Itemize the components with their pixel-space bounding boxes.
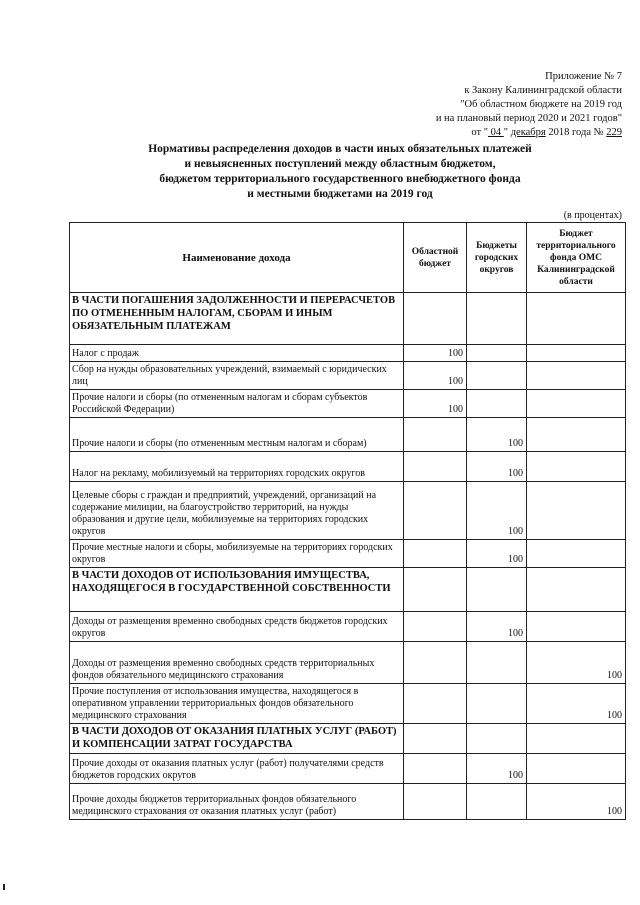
cell-name: Прочие доходы от оказания платных услуг (работ) получателями средств бюджетов городских округов	[70, 754, 404, 784]
cell-name: Налог с продаж	[70, 345, 404, 362]
cell-city: 100	[467, 540, 527, 568]
cell-regional	[404, 568, 467, 612]
cell-oms: 100	[527, 642, 626, 684]
document-title	[80, 142, 600, 202]
cell-oms	[527, 362, 626, 390]
col-header-regional: Областной бюджет	[404, 223, 467, 293]
law-title-line1: "Об областном бюджете на 2019 год	[460, 99, 622, 110]
cell-oms	[527, 452, 626, 482]
cell-city	[467, 345, 527, 362]
cell-city: 100	[467, 482, 527, 540]
cell-regional: 100	[404, 345, 467, 362]
distribution-table	[69, 222, 626, 820]
cell-oms	[527, 482, 626, 540]
cell-oms	[527, 418, 626, 452]
table-row	[70, 362, 626, 390]
cell-oms: 100	[527, 684, 626, 724]
cell-regional	[404, 684, 467, 724]
title-line4: и местными бюджетами на 2019 год	[247, 188, 433, 200]
table-row	[70, 540, 626, 568]
table-row	[70, 482, 626, 540]
cell-city	[467, 362, 527, 390]
table-row	[70, 754, 626, 784]
table-row	[70, 612, 626, 642]
cell-oms	[527, 390, 626, 418]
appendix-number: Приложение № 7	[545, 71, 622, 82]
title-line2: и невыясненных поступлений между областным бюджетом,	[184, 158, 496, 170]
cell-regional	[404, 724, 467, 754]
cell-regional	[404, 784, 467, 820]
cell-name: Прочие доходы бюджетов территориальных фондов обязательного медицинского страхования от оказания платных услуг (работ)	[70, 784, 404, 820]
cell-oms	[527, 345, 626, 362]
cell-oms	[527, 612, 626, 642]
cell-name: Прочие налоги и сборы (по отмененным налогам и сборам субъектов Российской Федерации)	[70, 390, 404, 418]
cell-name: Прочие поступления от использования имущества, находящегося в оперативном управлении территориальных фондов обязательного медицинского страхования	[70, 684, 404, 724]
table-row	[70, 390, 626, 418]
cell-name: Доходы от размещения временно свободных средств бюджетов городских округов	[70, 612, 404, 642]
cell-name: В ЧАСТИ ДОХОДОВ ОТ ИСПОЛЬЗОВАНИЯ ИМУЩЕСТВА, НАХОДЯЩЕГОСЯ В ГОСУДАРСТВЕННОЙ СОБСТВЕННОСТИ	[70, 568, 404, 612]
law-date-line	[322, 126, 622, 140]
cell-city	[467, 568, 527, 612]
cell-name: Сбор на нужды образовательных учреждений, взимаемый с юридических лиц	[70, 362, 404, 390]
title-line1: Нормативы распределения доходов в части иных обязательных платежей	[148, 143, 532, 155]
section-row	[70, 293, 626, 345]
cell-city: 100	[467, 612, 527, 642]
cell-regional	[404, 754, 467, 784]
col-header-oms: Бюджет территориального фонда ОМС Калининградской области	[527, 223, 626, 293]
cell-name: Прочие налоги и сборы (по отмененным местным налогам и сборам)	[70, 418, 404, 452]
cell-regional	[404, 612, 467, 642]
cell-oms	[527, 724, 626, 754]
law-number: 229	[606, 127, 622, 138]
col-header-name: Наименование дохода	[70, 223, 404, 293]
table-row	[70, 642, 626, 684]
cell-regional	[404, 540, 467, 568]
cell-city	[467, 293, 527, 345]
cell-city: 100	[467, 418, 527, 452]
table-row	[70, 784, 626, 820]
cell-oms	[527, 754, 626, 784]
cell-city: 100	[467, 452, 527, 482]
date-month: декабря	[510, 127, 546, 138]
table-row	[70, 418, 626, 452]
cell-regional	[404, 642, 467, 684]
cell-regional	[404, 293, 467, 345]
cell-city	[467, 642, 527, 684]
cell-oms	[527, 568, 626, 612]
table-row	[70, 345, 626, 362]
col-header-city: Бюджеты городских округов	[467, 223, 527, 293]
cell-regional	[404, 418, 467, 452]
section-row	[70, 724, 626, 754]
cell-regional	[404, 452, 467, 482]
table-header-row	[70, 223, 626, 293]
cell-oms	[527, 540, 626, 568]
section-row	[70, 568, 626, 612]
date-year: 2018 года №	[545, 127, 607, 138]
cell-name: Целевые сборы с граждан и предприятий, учреждений, организаций на содержание милиции, на благоустройство территорий, на нужды образования и другие цели, мобилизуемые на территориях городских округов	[70, 482, 404, 540]
cell-name: В ЧАСТИ ПОГАШЕНИЯ ЗАДОЛЖЕННОСТИ И ПЕРЕРАСЧЕТОВ ПО ОТМЕНЕННЫМ НАЛОГАМ, СБОРАМ И ИНЫМ ОБЯЗАТЕЛЬНЫМ ПЛАТЕЖАМ	[70, 293, 404, 345]
cell-regional: 100	[404, 362, 467, 390]
cell-oms: 100	[527, 784, 626, 820]
cell-name: Доходы от размещения временно свободных средств территориальных фондов обязательного медицинского страхования	[70, 642, 404, 684]
cell-name: Налог на рекламу, мобилизуемый на территориях городских округов	[70, 452, 404, 482]
scan-margin-mark	[3, 884, 5, 890]
date-day: 04	[488, 127, 504, 138]
law-title-line2: и на плановый период 2020 и 2021 годов"	[435, 113, 622, 124]
date-month-prefix: "	[503, 127, 511, 138]
table-row	[70, 452, 626, 482]
document-header	[322, 70, 622, 140]
unit-note: (в процентах)	[563, 210, 622, 221]
date-prefix: от "	[471, 127, 489, 138]
table-row	[70, 684, 626, 724]
cell-regional: 100	[404, 390, 467, 418]
cell-name: В ЧАСТИ ДОХОДОВ ОТ ОКАЗАНИЯ ПЛАТНЫХ УСЛУГ (РАБОТ) И КОМПЕНСАЦИИ ЗАТРАТ ГОСУДАРСТВА	[70, 724, 404, 754]
cell-city	[467, 390, 527, 418]
cell-city	[467, 784, 527, 820]
cell-name: Прочие местные налоги и сборы, мобилизуемые на территориях городских округов	[70, 540, 404, 568]
cell-oms	[527, 293, 626, 345]
cell-city: 100	[467, 754, 527, 784]
cell-city	[467, 724, 527, 754]
cell-regional	[404, 482, 467, 540]
law-reference: к Закону Калининградской области	[464, 85, 622, 96]
title-line3: бюджетом территориального государственного внебюджетного фонда	[159, 173, 521, 185]
cell-city	[467, 684, 527, 724]
